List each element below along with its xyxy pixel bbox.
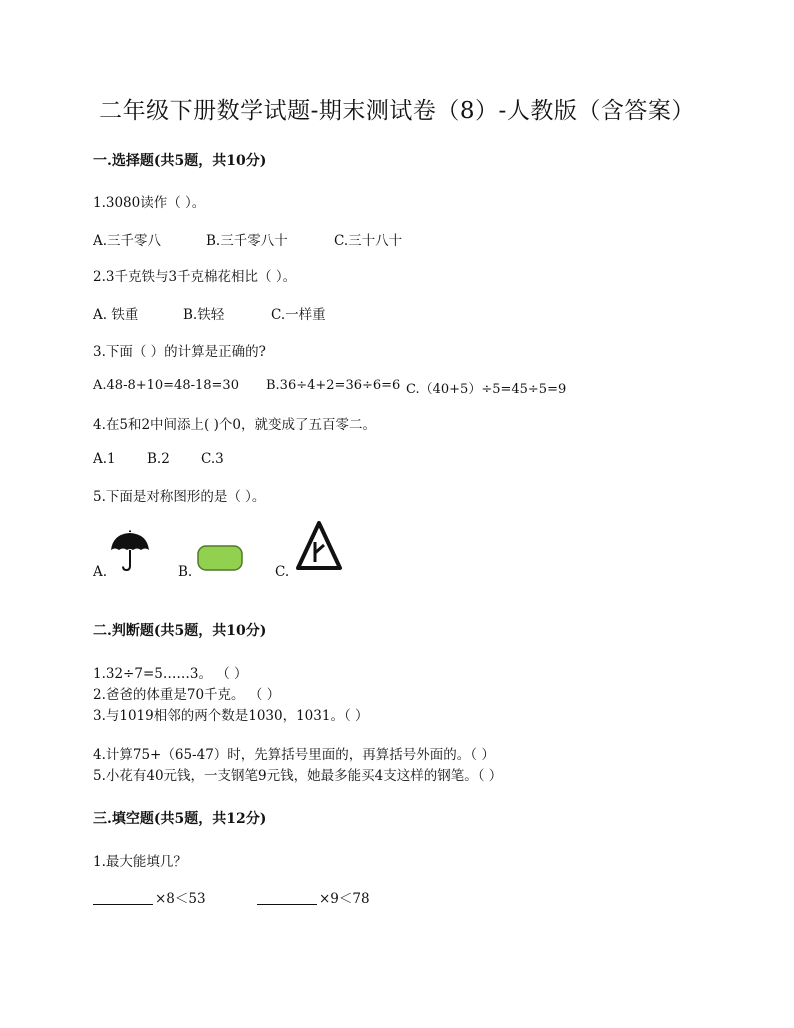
fill-expression-2: ×9＜78 [257,887,370,907]
q1-option-b: B.三千零八十 [206,233,288,249]
judge-item-3: 3.与1019相邻的两个数是1030，1031。（ ） [93,708,369,724]
q2-option-c: C.一样重 [271,307,326,323]
q5-option-a: A. [93,564,108,580]
section2-heading: 二.判断题(共5题，共10分) [93,623,267,639]
warning-triangle-sign-icon [295,520,343,572]
q3-option-a: A.48-8+10=48-18=30 [93,378,239,393]
judge-item-4: 4.计算75+（65-47）时，先算括号里面的，再算括号外面的。（ ） [93,747,495,763]
answer-blank[interactable] [257,904,317,905]
q4-option-b: B.2 [147,451,170,467]
fill-expression-1: ×8＜53 [93,887,206,907]
q1-option-a: A.三千零八 [93,233,162,249]
judge-item-2: 2.爸爸的体重是70千克。 （ ） [93,687,281,703]
question-3: 3.下面（ ）的计算是正确的? [93,344,266,360]
page-title: 二年级下册数学试题-期末测试卷（8）-人教版（含答案） [99,98,695,124]
q5-option-b: B. [178,564,193,580]
q3-option-c: C.（40+5）÷5=45÷5=9 [406,382,567,397]
question-2: 2.3千克铁与3千克棉花相比（ ）。 [93,269,297,285]
q1-option-c: C.三十八十 [334,233,403,249]
q5-option-c: C. [275,564,290,580]
question-5: 5.下面是对称图形的是（ ）。 [93,489,266,505]
answer-blank[interactable] [93,904,153,905]
q4-option-a: A.1 [93,451,116,467]
judge-item-1: 1.32÷7=5……3。 （ ） [93,666,248,682]
q2-option-a: A. 铁重 [93,307,139,323]
q2-option-b: B.铁轻 [183,307,225,323]
fill-question-1: 1.最大能填几？ [93,854,187,870]
section3-heading: 三.填空题(共5题，共12分) [93,811,267,827]
judge-item-5: 5.小花有40元钱，一支钢笔9元钱，她最多能买4支这样的钢笔。（ ） [93,768,503,784]
question-1: 1.3080读作（ ）。 [93,195,206,211]
umbrella-icon [107,530,153,574]
question-4: 4.在5和2中间添上( )个0，就变成了五百零二。 [93,417,376,433]
q3-option-b: B.36÷4+2=36÷6=6 [266,378,401,393]
rounded-rectangle-icon [196,544,244,572]
section1-heading: 一.选择题(共5题，共10分) [93,153,267,169]
q4-option-c: C.3 [201,451,224,467]
